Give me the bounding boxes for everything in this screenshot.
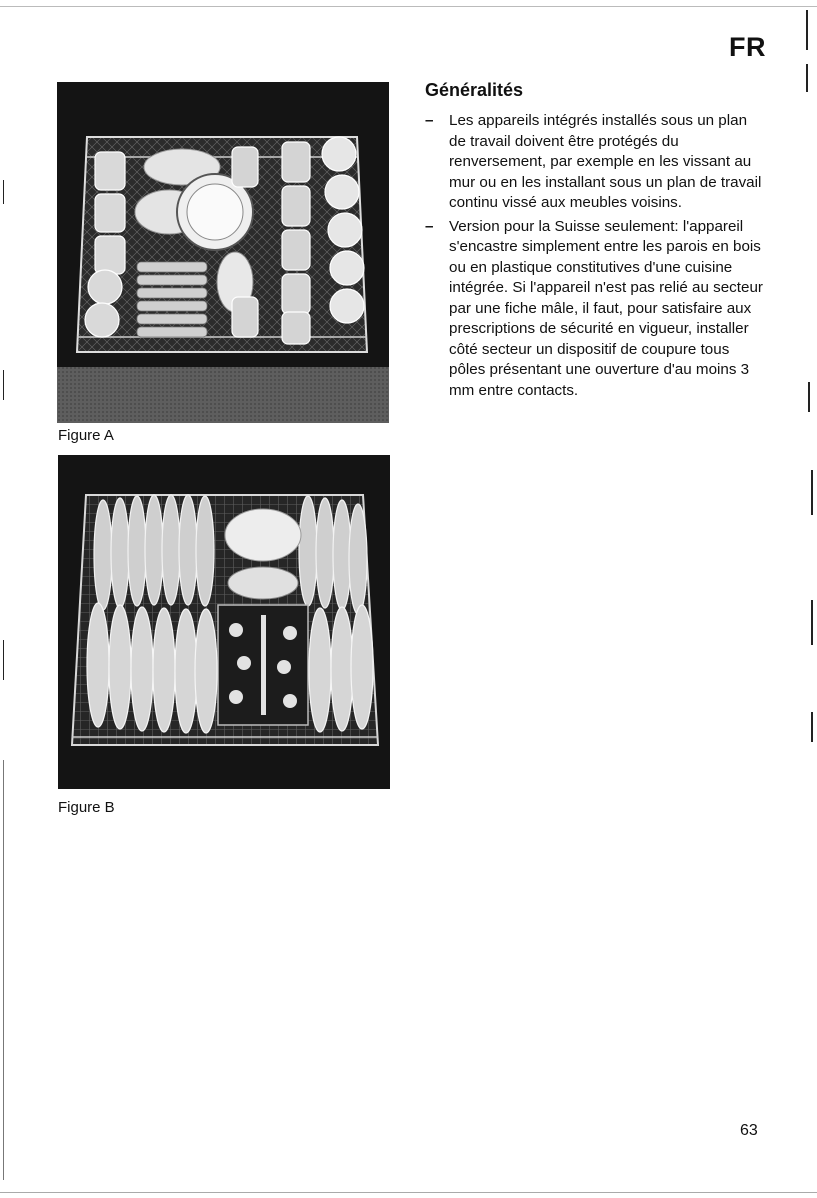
lower-basket-illustration (58, 455, 390, 789)
scan-line-left (3, 760, 4, 1180)
bullet-list (425, 111, 765, 404)
figure-b-photo (58, 455, 390, 789)
list-item (425, 111, 765, 214)
scan-line-right (811, 712, 813, 742)
figure-a-photo (57, 82, 389, 423)
list-item (425, 217, 765, 402)
scan-line-right (806, 64, 808, 92)
upper-basket-illustration (57, 82, 389, 423)
scan-line-top (0, 6, 817, 7)
scan-line-right (808, 382, 810, 412)
scan-line-right (806, 10, 808, 50)
scan-line-right (811, 470, 813, 515)
section-title: Généralités (425, 80, 524, 100)
bullet-dash: – (425, 112, 434, 129)
language-tag: FR (729, 32, 766, 62)
scan-line-left (3, 180, 4, 204)
page-number: 63 (740, 1122, 758, 1139)
scan-line-right (811, 600, 813, 645)
figure-a-caption: Figure A (58, 427, 114, 444)
scan-line-left (3, 640, 4, 680)
scan-line-bottom (0, 1192, 817, 1193)
figure-b-caption: Figure B (58, 799, 115, 816)
bullet-text: Version pour la Suisse seulement: l'appareil s'encastre simplement entre les parois en bois ou en plastique constitutives d'une cuisine intégrée. Si l'appareil n'est pas relié au secteur par une fiche mâle, il faut, pour satisfaire aux prescriptions de sécurité en vigueur, installer côté secteur un dispositif de coupure tous pôles présentant une ouverture d'au moins 3 mm entre contacts. (449, 217, 763, 399)
bullet-text: Les appareils intégrés installés sous un plan de travail doivent être protégés du renversement, par exemple en les vissant au mur ou en les installant sous un plan de travail continu vissé aux meubles voisins. (449, 112, 762, 211)
bullet-dash: – (425, 217, 434, 235)
scan-line-left (3, 370, 4, 400)
